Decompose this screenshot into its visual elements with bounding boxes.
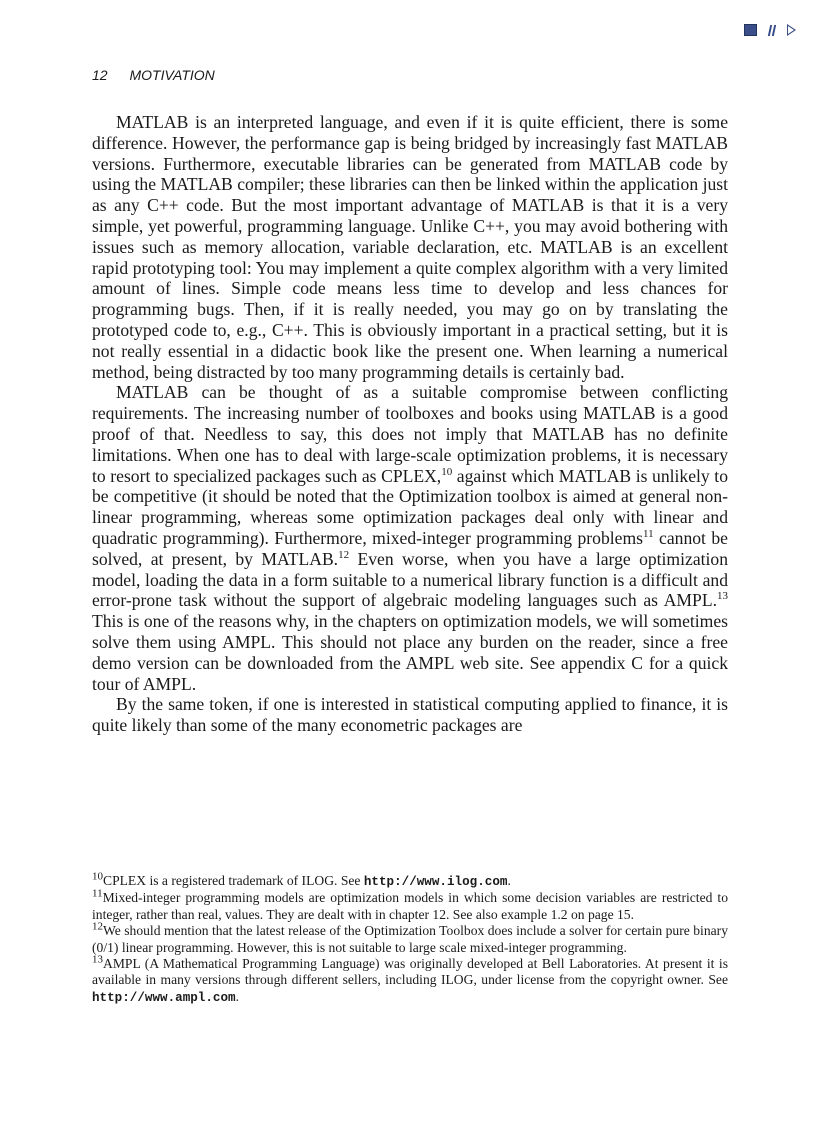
footnote-link-ilog[interactable]: http://www.ilog.com xyxy=(363,875,508,889)
paragraph-2-part-b: against which MATLAB is unlikely to be competitive (it should be noted that the Optimization toolbox is aimed at general non-linear programming, whereas some optimization packages deal only with linear and quadratic programming). Furthermore, mixed-integer programming problems xyxy=(92,465,728,548)
running-title: MOTIVATION xyxy=(129,67,215,83)
footnote-ref-13: 13 xyxy=(717,590,728,603)
footnote-12 xyxy=(92,920,728,956)
body-text xyxy=(92,112,728,736)
footnote-link-ampl[interactable]: http://www.ampl.com xyxy=(92,990,236,1005)
running-header xyxy=(92,67,215,83)
footnote-13 xyxy=(92,953,728,1006)
paragraph-2 xyxy=(92,382,728,694)
paragraph-2-part-c: cannot be solved, at present, by MATLAB. xyxy=(92,527,728,569)
next-page-icon[interactable] xyxy=(787,24,796,36)
page-number: 12 xyxy=(92,67,108,83)
footnote-end: . xyxy=(507,873,511,888)
footnotes xyxy=(92,870,728,1006)
footnote-end: . xyxy=(235,988,239,1004)
pause-icon[interactable] xyxy=(768,25,776,36)
paragraph-2-part-a: MATLAB can be thought of as a suitable compromise between conflicting requirements. The increasing number of toolboxes and books using MATLAB is a good proof of that. Needless to say, this does not imply that MATLAB has no definite limitations. When one has to deal with large-scale optimization problems, it is necessary to resort to specialized packages such as CPLEX, xyxy=(92,382,728,486)
page-navigation xyxy=(744,24,796,36)
footnote-mark: 11 xyxy=(92,887,103,900)
footnote-text: Mixed-integer programming models are optimization models in which some decision variables are restricted to integer, rather than real, values. They are dealt with in chapter 12. See also example 1.2 on page 15. xyxy=(92,890,728,922)
footnote-text: We should mention that the latest release of the Optimization Toolbox does include a solver for certain pure binary (0/1) linear programming. However, this is not suitable to large scale mixed-integer programming. xyxy=(92,923,728,955)
paragraph-2-part-e: This is one of the reasons why, in the chapters on optimization models, we will sometimes solve them using AMPL. This should not place any burden on the reader, since a free demo version can be downloaded from the AMPL web site. See appendix C for a quick tour of AMPL. xyxy=(92,611,728,694)
footnote-text: CPLEX is a registered trademark of ILOG. See xyxy=(103,873,364,888)
footnote-10 xyxy=(92,870,728,890)
footnote-11 xyxy=(92,887,728,923)
footnote-mark: 12 xyxy=(92,920,103,933)
footnote-text: AMPL (A Mathematical Programming Language) was originally developed at Bell Laboratories. At present it is available in many versions through different sellers, including ILOG, under license from the copyright owner. See xyxy=(92,956,728,988)
first-page-icon[interactable] xyxy=(744,24,757,36)
paragraph-3: By the same token, if one is interested in statistical computing applied to finance, it is quite likely than some of the many econometric packages are xyxy=(92,694,728,736)
footnote-mark: 10 xyxy=(92,870,103,883)
footnote-ref-12: 12 xyxy=(338,548,350,561)
footnote-ref-10: 10 xyxy=(441,465,453,478)
footnote-ref-11: 11 xyxy=(643,528,654,541)
paragraph-2-part-d: Even worse, when you have a large optimization model, loading the data in a form suitable to a numerical library function is a difficult and error-prone task without the support of algebraic modeling languages such as AMPL. xyxy=(92,548,728,611)
paragraph-1: MATLAB is an interpreted language, and even if it is quite efficient, there is some difference. However, the performance gap is being bridged by increasingly fast MATLAB versions. Furthermore, executable libraries can be generated from MATLAB code by using the MATLAB compiler; these libraries can then be linked within the application just as any C++ code. But the most important advantage of MATLAB is that it is a very simple, yet powerful, programming language. Unlike C++, you may avoid bothering with issues such as memory allocation, variable declaration, etc. MATLAB is an excellent rapid prototyping tool: You may implement a quite complex algorithm with a very limited amount of lines. Simple code means less time to develop and less chances for programming bugs. Then, if it is really needed, you may go on by translating the prototyped code to, e.g., C++. This is obviously important in a practical setting, but it is not really essential in a didactic book like the present one. When learning a numerical method, being distracted by too many programming details is certainly bad. xyxy=(92,112,728,382)
footnote-mark: 13 xyxy=(92,953,103,966)
